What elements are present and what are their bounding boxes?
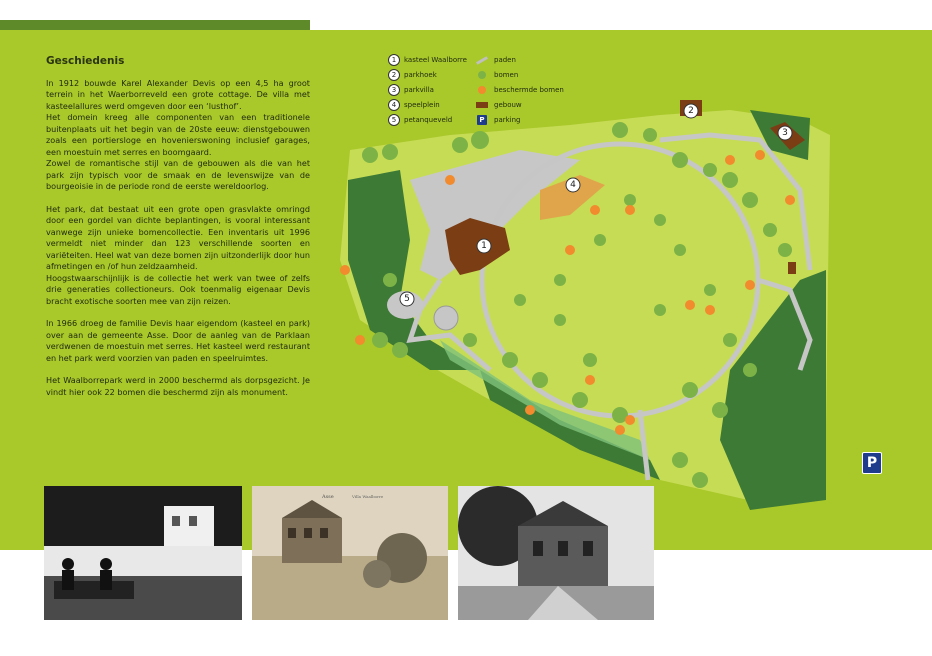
- legend-item-3: [388, 84, 434, 96]
- map-marker-5: [400, 292, 414, 306]
- legend-number-1: 1: [388, 54, 400, 66]
- legend-label-1: kasteel Waalborre: [404, 56, 467, 64]
- legend-number-4: 4: [388, 99, 400, 111]
- map-marker-3: [778, 126, 792, 140]
- map-marker-1-label: 1: [481, 241, 487, 251]
- path-icon: [476, 55, 488, 65]
- legend-label-parking: parking: [494, 116, 521, 124]
- map-marker-4: [566, 178, 580, 192]
- article-paragraph-2: Het park, dat bestaat uit een grote open grasvlakte omringd door een gordel van dichte beplantingen, is vooral interessant vanwege zijn unieke bomencollectie. Een inventaris uit 1996 vermeldt niet minder dan 123 verschillende soorten en variëteiten. Heel wat van deze bomen zijn uitzonderlijk door hun afmetingen en /of hun zeldzaamheid. Hoogstwaarschijnlijk is de collectie het werk van twee of zelfs drie generaties collectioneurs. Ook toenmalig eigenaar Devis bracht exotische soorten mee van zijn reizen.: [46, 203, 310, 306]
- legend-item-2: [388, 69, 437, 81]
- small-building: [788, 262, 796, 274]
- legend-label-bomen: bomen: [494, 71, 519, 79]
- article-title: Geschiedenis: [46, 55, 125, 67]
- legend-label-beschermde-bomen: beschermde bomen: [494, 86, 564, 94]
- legend-label-5: petanqueveld: [404, 116, 453, 124]
- map-marker-1: [477, 239, 491, 253]
- legend-item-beschermde-bomen: [476, 84, 564, 96]
- legend-item-paden: [476, 54, 516, 66]
- historic-park-bench-photo: [44, 486, 242, 620]
- legend-number-3: 3: [388, 84, 400, 96]
- roundabout: [434, 306, 458, 330]
- map-marker-3-label: 3: [782, 128, 788, 138]
- article-paragraph-3: In 1966 droeg de familie Devis haar eigendom (kasteel en park) over aan de gemeente Asse. Door de aanleg van de Parklaan verdwenen de moestuin met serres. Het kasteel werd restaurant en het park werd voorzien van paden en speelruimtes.: [46, 318, 310, 363]
- map-marker-2-label: 2: [688, 106, 694, 116]
- article-paragraph-1: In 1912 bouwde Karel Alexander Devis op een 4,5 ha groot terrein in het Waerborreveld een grote cottage. De villa met kasteelallures werd omgeven door een ‘lusthof’. Het domein kreeg alle componenten van een traditionele buitenplaats uit het begin van de 20ste eeuw: dienstgebouwen zoals een portiersloge en hoveniersw​oning inclusief garages, een moestuin met serres en boomgaard. Zowel de romantische stijl van de gebouwen als die van het park zijn typisch voor de smaak en de levenswijze van de bourgeoisie in de periode rond de eerste wereldoorlog.: [46, 77, 310, 191]
- legend-number-5: 5: [388, 114, 400, 126]
- top-accent-bar: [0, 20, 310, 30]
- parking-icon: [476, 115, 488, 125]
- map-marker-2: [684, 104, 698, 118]
- map-marker-4-label: 4: [570, 180, 576, 190]
- legend-item-5: [388, 114, 452, 126]
- article-paragraph-4: Het Waalborrepark werd in 2000 beschermd als dorpsgezicht. Je vindt hier ook 22 bomen die beschermd zijn als monument.: [46, 375, 310, 397]
- legend-label-paden: paden: [494, 56, 516, 64]
- tree-icon: [476, 70, 488, 80]
- legend-parking-glyph: P: [477, 115, 487, 125]
- legend-label-gebouw: gebouw: [494, 101, 522, 109]
- legend-item-4: [388, 99, 440, 111]
- legend-item-bomen: [476, 69, 518, 81]
- postcard-subcaption: Villa Waalborre: [352, 494, 384, 499]
- history-article: [46, 56, 310, 409]
- map-marker-5-label: 5: [404, 294, 410, 304]
- legend-label-3: parkvilla: [404, 86, 434, 94]
- parking-sign: P: [862, 452, 882, 474]
- legend-item-gebouw: [476, 99, 522, 111]
- historic-villa-exterior-photo: [458, 486, 654, 620]
- protected-tree-icon: [476, 85, 488, 95]
- map-legend: [388, 54, 588, 128]
- legend-label-4: speelplein: [404, 101, 440, 109]
- legend-item-1: [388, 54, 467, 66]
- building-icon: [476, 100, 488, 110]
- postcard-caption: Asse: [322, 494, 334, 500]
- legend-number-2: 2: [388, 69, 400, 81]
- historic-villa-postcard-photo: [252, 486, 448, 620]
- legend-item-parking: [476, 114, 521, 126]
- legend-label-2: parkhoek: [404, 71, 437, 79]
